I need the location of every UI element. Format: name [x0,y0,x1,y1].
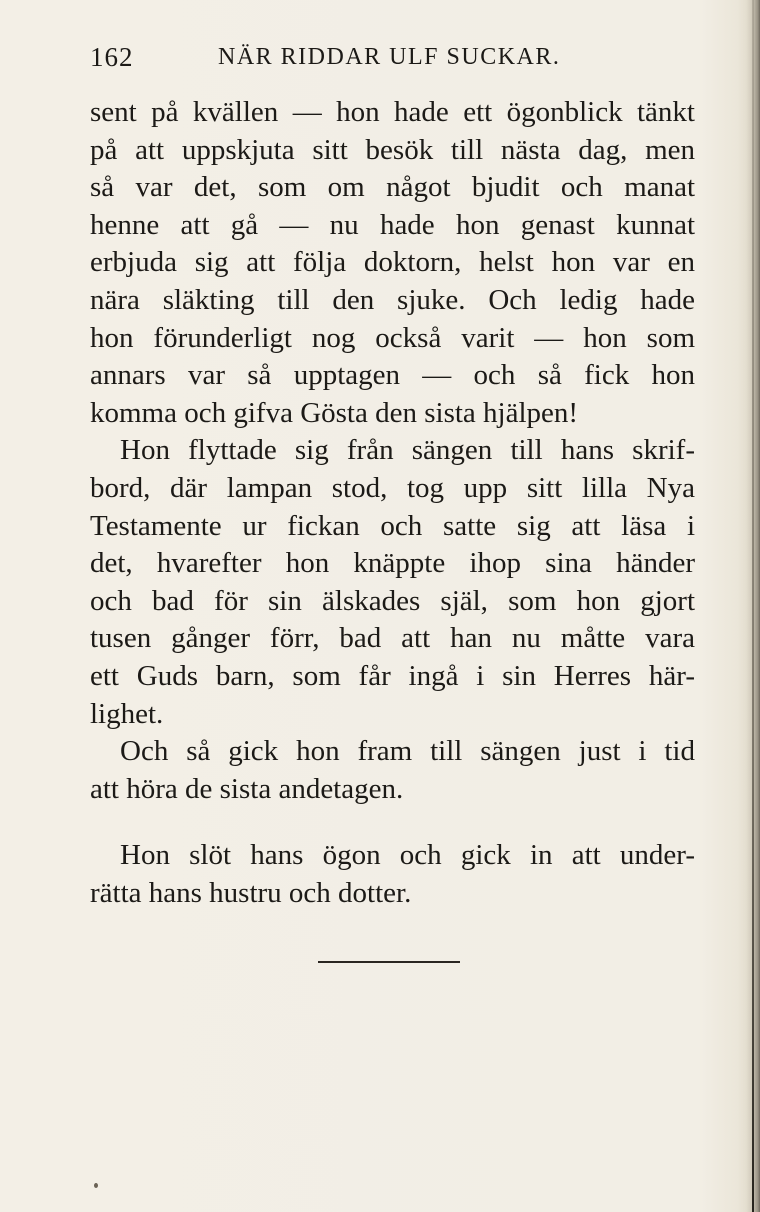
text-line: Testamente ur fickan och satte sig att läsa i [90,509,695,542]
text-line: ett Guds barn, som får ingå i sin Herres här- [90,659,695,692]
text-line: erbjuda sig att följa doktorn, helst hon var en [90,246,695,279]
text-line: Och så gick hon fram till sängen just i tid [120,735,695,768]
text-line: på att uppskjuta sitt besök till nästa dag, men [90,133,695,166]
text-line: Hon slöt hans ögon och gick in att under- [120,839,695,872]
text-line: Hon flyttade sig från sängen till hans skrif- [120,434,695,467]
text-line: henne att gå — nu hade hon genast kunnat [90,208,695,241]
text-line: så var det, som om något bjudit och manat [90,171,695,204]
paragraph [90,94,695,432]
chapter-end-rule [318,961,460,963]
text-line: och bad för sin älskades själ, som hon gjort [90,584,695,617]
page-header [90,42,680,78]
paragraph [90,733,695,808]
paragraph [90,432,695,733]
text-line: lighet. [90,697,164,730]
body-text [90,94,695,912]
paragraph [90,837,695,912]
text-line: rätta hans hustru och dotter. [90,876,412,909]
text-line: att höra de sista andetagen. [90,772,404,805]
running-title: NÄR RIDDAR ULF SUCKAR. [218,44,561,70]
text-line: bord, där lampan stod, tog upp sitt lilla Nya [90,471,695,504]
text-line: sent på kvällen — hon hade ett ögonblick tänkt [90,96,695,128]
text-line: tusen gånger förr, bad att han nu måtte vara [90,622,695,655]
page-edge-line [752,0,754,1212]
text-line: det, hvarefter hon knäppte ihop sina händer [90,547,695,580]
page-number: 162 [90,42,134,72]
text-line: hon förunderligt nog också varit — hon som [90,321,695,354]
text-line: komma och gifva Gösta den sista hjälpen! [90,396,579,429]
paper-speck [94,1183,98,1188]
section-gap [90,808,695,837]
text-line: nära släkting till den sjuke. Och ledig hade [90,283,695,316]
text-line: annars var så upptagen — och så fick hon [90,359,695,392]
